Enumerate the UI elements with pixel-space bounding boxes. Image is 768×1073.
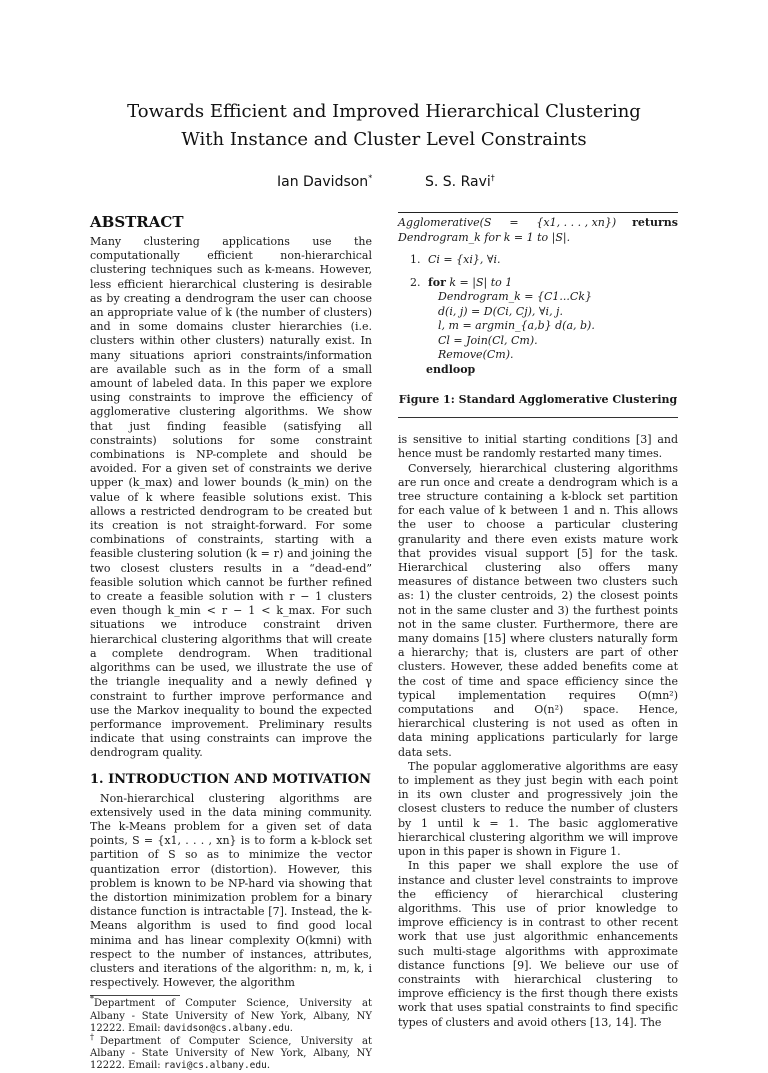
algorithm-step-1 xyxy=(398,253,678,268)
loop-line-dendrogram: Dendrogram_k = {C1...Ck} xyxy=(438,290,592,303)
title-line-2: With Instance and Cluster Level Constraints xyxy=(181,129,587,150)
email-davidson-link[interactable]: davidson@cs.albany.edu xyxy=(163,1023,290,1035)
author-davidson xyxy=(277,174,372,190)
intro-paragraph: Non-hierarchical clustering algorithms are extensively used in the data mining community. The k-Means problem for a given set of data points, S = {x1, . . . , xn} is to form a k-block set partition of S so as to minimize the vector quantization error (distortion). However, this problem is known to be NP-hard via showing that the distortion minimization problem for a binary distance function is intractable [7]. Instead, the k-Means algorithm is used to find good local minima and has linear complexity O(kmni) with respect to the number of instances, attributes, clusters and iterations of the algorithm: n, m, k, i respectively. However, the algorithm xyxy=(90,791,372,990)
section-heading-introduction: 1. INTRODUCTION AND MOTIVATION xyxy=(90,771,371,787)
author1-footnote-mark: * xyxy=(368,173,373,183)
author2-footnote-mark: † xyxy=(490,173,495,183)
algorithm-output: Dendrogram_k for k = 1 to |S|. xyxy=(398,230,571,244)
figure-top-rule xyxy=(398,212,678,213)
footnote2-mark: † xyxy=(90,1032,100,1042)
loop-line-remove: Remove(Cm). xyxy=(438,348,514,361)
right-paragraph-2: Conversely, hierarchical clustering algorithms are run once and create a dendrogram which is a tree structure containing a k-block set partition for each value of k between 1 and n. This allows the user to choose a particular clustering granularity and there even exists mature work that provides visual support [5] for the task. Hierarchical clustering also offers many measures of distance between two clusters such as: 1) the cluster centroids, 2) the closest points not in the same cluster and 3) the furthest points not in the same cluster. Furthermore, there are many domains [15] where clusters naturally form a hierarchy; that is, clusters are part of other clusters. However, these added benefits come at the cost of time and space efficiency since the typical implementation requires O(mn²) computations and O(n²) space. Hence, hierarchical clustering is not used as often in data mining applications particularly for large data sets. xyxy=(398,461,678,759)
footnote-divider xyxy=(90,995,180,996)
footnote-ravi: †Department of Computer Science, University at Albany - State University of New York, Albany, NY 12222. Email: ravi@cs.albany.edu. xyxy=(90,1032,372,1072)
step2-for-keyword: for xyxy=(428,275,446,289)
paper-title xyxy=(0,98,768,154)
title-line-1: Towards Efficient and Improved Hierarchical Clustering xyxy=(127,101,641,122)
loop-line-distance: d(i, j) = D(Ci, Cj), ∀i, j. xyxy=(438,304,563,318)
email-ravi-link[interactable]: ravi@cs.albany.edu xyxy=(163,1060,267,1072)
algorithm-endloop: endloop xyxy=(426,362,476,376)
author-ravi xyxy=(425,174,495,190)
figure-bottom-rule xyxy=(398,417,678,418)
algorithm-header xyxy=(398,216,678,245)
algorithm-loop-body xyxy=(398,290,678,363)
footnote-davidson: *Department of Computer Science, University at Albany - State University of New York, Albany, NY 12222. Email: davidson@cs.albany.edu. xyxy=(90,995,372,1035)
step2-number: 2. xyxy=(410,275,421,289)
loop-line-argmin: l, m = argmin_{a,b} d(a, b). xyxy=(438,319,595,332)
step1-number: 1. xyxy=(410,253,421,266)
left-column xyxy=(90,212,372,1073)
author2-name: S. S. Ravi xyxy=(425,174,491,190)
right-paragraph-3: The popular agglomerative algorithms are easy to implement as they just begin with each point in its own cluster and progressively join the closest clusters to reduce the number of clusters by 1 until k = 1. The basic agglomerative hierarchical clustering algorithm we will improve upon in this paper is shown in Figure 1. xyxy=(398,759,678,859)
algorithm-returns-keyword: returns xyxy=(632,216,678,229)
algorithm-name: Agglomerative(S xyxy=(398,216,492,229)
author1-name: Ian Davidson xyxy=(277,174,369,190)
abstract-heading: ABSTRACT xyxy=(90,213,184,231)
footnote1-text: Department of Computer Science, University at Albany - State University of New York, Albany, NY 12222. Email: xyxy=(90,998,372,1035)
abstract-text: Many clustering applications use the computationally efficient non-hierarchical clustering techniques such as k-means. However, less efficient hierarchical clustering is desirable as by creating a dendrogram the user can choose an appropriate value of k (the number of clusters) and in some domains cluster hierarchies (i.e. clusters within other clusters) naturally exist. In many situations apriori constraints/information are available such as in the form of a small amount of labeled data. In this paper we explore using constraints to improve the efficiency of agglomerative clustering algorithms. We show that just finding feasible (satisfying all constraints) solutions for some constraint combinations is NP-complete and should be avoided. For a given set of constraints we derive upper (k_max) and lower bounds (k_min) on the value of k where feasible solutions exist. This allows a restricted dendrogram to be created but its creation is not straight-forward. For some combinations of constraints, starting with a feasible clustering solution (k = r) and joining the two closest clusters results in a “dead-end” feasible solution which cannot be further refined to create a feasible solution with r − 1 clusters even though k_min < r − 1 < k_max. For such situations we introduce constraint driven hierarchical clustering algorithms that will create a complete dendrogram. When traditional algorithms can be used, we illustrate the use of the triangle inequality and a newly defined γ constraint to further improve performance and use the Markov inequality to bound the expected performance improvement. Preliminary results indicate that using constraints can improve the dendrogram quality. xyxy=(90,235,372,760)
footnote2-text: Department of Computer Science, University at Albany - State University of New York, Albany, NY 12222. Email: xyxy=(90,1035,372,1072)
right-column xyxy=(398,212,678,1030)
algorithm-step-2 xyxy=(398,276,678,291)
algorithm-equals: = xyxy=(509,216,519,229)
step2-text: k = |S| to 1 xyxy=(449,275,513,289)
algorithm-input-set: {x1, . . . , xn}) xyxy=(536,216,617,229)
footnote1-mark: * xyxy=(90,995,94,1005)
step1-text: Ci = {xi}, ∀i. xyxy=(428,253,501,266)
loop-line-join: Cl = Join(Cl, Cm). xyxy=(438,333,538,347)
right-paragraph-4: In this paper we shall explore the use of instance and cluster level constraints to improve the efficiency of hierarchical clustering algorithms. This use of prior knowledge to improve efficiency is in contrast to other recent work that use just algorithmic enhancements such multi-stage algorithms with approximate distance functions [9]. We believe our use of constraints with hierarchical clustering to improve efficiency is the first though there exists work that uses spatial constraints to find specific types of clusters and avoid others [13, 14]. The xyxy=(398,859,678,1029)
right-paragraph-1: is sensitive to initial starting conditions [3] and hence must be randomly restarted many times. xyxy=(398,433,678,461)
figure-caption: Figure 1: Standard Agglomerative Clustering xyxy=(398,393,678,406)
